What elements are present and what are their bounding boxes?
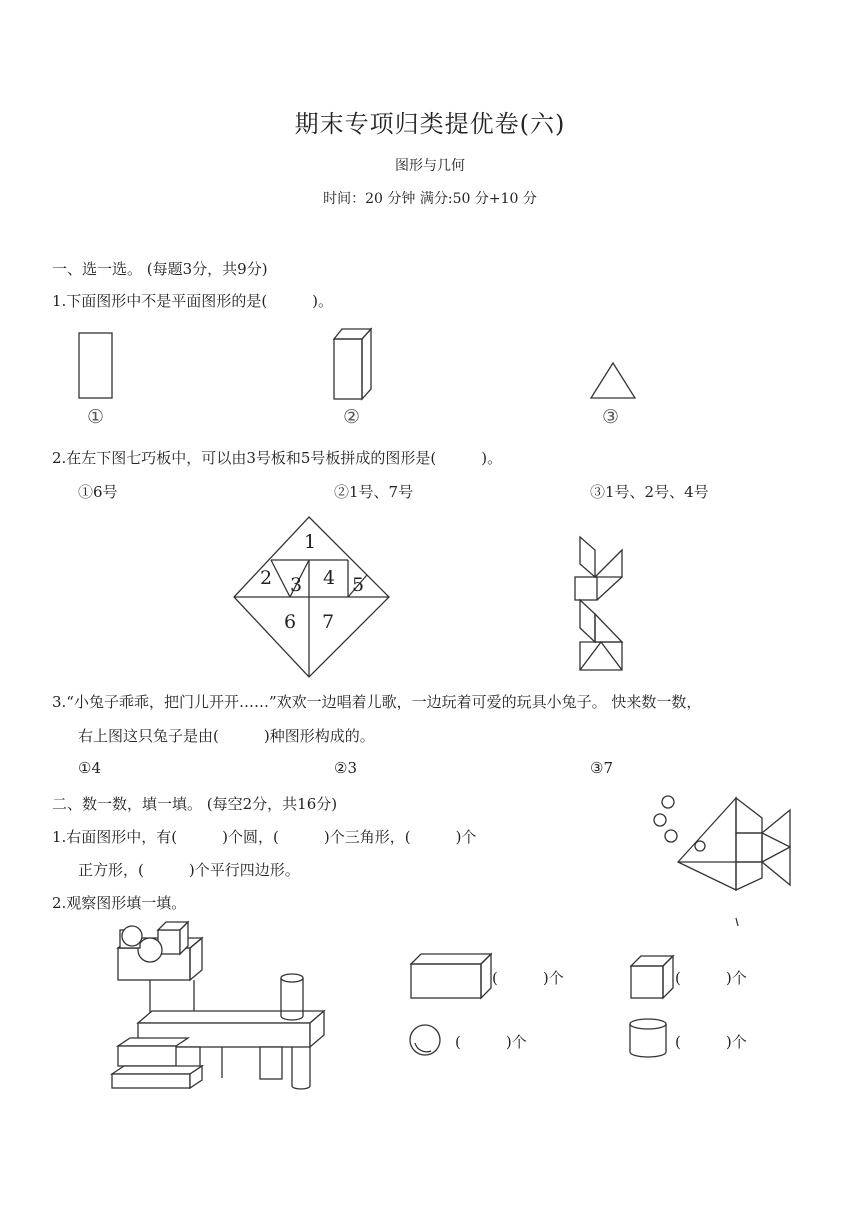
sphere-icon xyxy=(410,1025,440,1055)
tangram-rabbit xyxy=(570,532,650,702)
option-label: ② xyxy=(343,406,361,428)
question-text: 正方形，( )个平行四边形。 xyxy=(78,861,300,879)
time-info: 时间：20 分钟 满分:50 分+10 分 xyxy=(323,191,537,207)
cube-icon xyxy=(631,956,673,998)
tangram-number: 2 xyxy=(260,567,273,589)
tangram-number: 6 xyxy=(284,611,297,633)
blank-count[interactable]: ( )个 xyxy=(675,969,747,987)
cuboid-icon xyxy=(411,954,491,998)
question-text: 右上图这只兔子是由( )种图形构成的。 xyxy=(78,727,375,745)
option-text: ②3 xyxy=(334,759,357,777)
tangram-number: 3 xyxy=(290,574,303,596)
section-heading: 一、选一选。 (每题3分，共9分) xyxy=(52,260,268,278)
blank-count[interactable]: ( )个 xyxy=(455,1033,527,1051)
tangram-fish xyxy=(640,790,820,930)
question-text: 1.下面图形中不是平面图形的是( )。 xyxy=(52,292,334,310)
section-heading: 二、数一数，填一填。 (每空2分，共16分) xyxy=(52,795,338,813)
option-label: ③ xyxy=(602,406,620,428)
blank-count[interactable]: ( )个 xyxy=(675,1033,747,1051)
cuboid-shape xyxy=(334,329,371,399)
q1-shapes xyxy=(0,325,860,425)
tangram-number: 7 xyxy=(322,611,335,633)
option-text: ③1号、2号、4号 xyxy=(590,483,709,501)
question-text: 3.“小兔子乖乖，把门儿开开……”欢欢一边唱着儿歌，一边玩着可爱的玩具小兔子。 快来数一数， xyxy=(52,693,702,711)
solid-shapes-legend xyxy=(405,948,845,1088)
tangram-figure xyxy=(232,515,432,695)
option-text: ①6号 xyxy=(78,483,118,501)
question-text: 1.右面图形中，有( )个圆，( )个三角形，( )个 xyxy=(52,828,477,846)
option-text: ③7 xyxy=(590,759,613,777)
tangram-number: 1 xyxy=(304,531,317,553)
blank-count[interactable]: ( )个 xyxy=(492,969,564,987)
option-text: ②1号、7号 xyxy=(334,483,414,501)
page-title: 期末专项归类提优卷(六) xyxy=(294,110,566,138)
triangle-shape xyxy=(591,363,635,398)
question-text: 2.观察图形填一填。 xyxy=(52,894,187,912)
page-subtitle: 图形与几何 xyxy=(395,158,465,174)
tangram-number: 4 xyxy=(323,567,336,589)
tangram-number: 5 xyxy=(352,574,365,596)
option-label: ① xyxy=(87,406,105,428)
rectangle-shape xyxy=(79,333,112,398)
block-building xyxy=(112,918,352,1098)
option-text: ①4 xyxy=(78,759,101,777)
cylinder-icon xyxy=(630,1019,666,1057)
question-text: 2.在左下图七巧板中，可以由3号板和5号板拼成的图形是( )。 xyxy=(52,449,503,467)
sphere-shape xyxy=(138,938,162,962)
